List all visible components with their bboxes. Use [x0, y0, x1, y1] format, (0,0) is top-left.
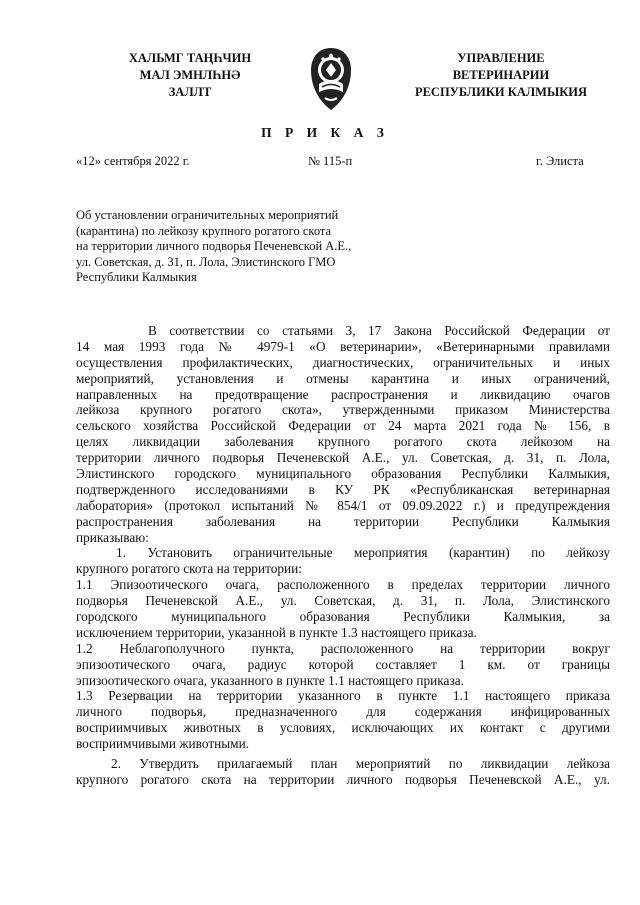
preamble-line: осуществления профилактических, диагностических, ограничительных и иных — [76, 354, 610, 370]
preamble-line: распространения заболевания на территории Республики Калмыкия — [76, 513, 610, 529]
item-1-3-line: 1.3 Резервации на территории указанного в пункте 1.1 настоящего приказа — [76, 688, 610, 704]
order-subject — [76, 208, 416, 286]
preamble-line: приказываю: — [76, 529, 149, 545]
preamble-line: территории личного подворья Печеневской А.Е., ул. Советская, д. 31, п. Лола, — [76, 450, 610, 466]
order-number: № 115-п — [308, 154, 353, 168]
item-1-1-line: 1.1 Эпизоотического очага, расположенного в пределах территории личного — [76, 577, 610, 593]
header-right-line: УПРАВЛЕНИЕ — [457, 51, 545, 65]
preamble-line: лейкоза крупного рогатого скота», утвержденными приказом Министерства — [76, 402, 610, 418]
item-2-line: крупного рогатого скота на территории личного подворья Печеневской А.Е., ул. — [76, 771, 610, 787]
subject-line: ул. Советская, д. 31, п. Лола, Элистинского ГМО — [76, 254, 336, 269]
preamble-line: подтвержденного исследованиями в КУ РК «Республиканская ветеринарная — [76, 481, 610, 497]
item-1-1-line: исключением территории, указанной в пункте 1.3 настоящего приказа. — [76, 624, 477, 640]
preamble-line: В соответствии со статьями 3, 17 Закона Российской Федерации от — [148, 323, 610, 338]
item-2-line: 2. Утвердить прилагаемый план мероприятий по ликвидации лейкоза — [111, 756, 610, 772]
coat-of-arms-icon — [306, 46, 356, 112]
preamble-line: мероприятий, установления и отмены карантина и иных ограничений, — [76, 370, 610, 386]
header-left-block — [95, 50, 285, 101]
preamble-line: лаборатория» (протокол испытаний № 854/1 от 09.09.2022 г.) и предупреждения — [76, 497, 610, 513]
preamble-line: целях ликвидации заболевания крупного рогатого скота лейкозом на — [76, 434, 610, 450]
subject-line: на территории личного подворья Печеневской А.Е., — [76, 239, 352, 253]
item-1-line: 1. Установить ограничительные мероприятия (карантин) по лейкозу — [116, 545, 610, 561]
item-1-3-line: личного подворья, предназначенного для содержания инфицированных — [76, 704, 610, 720]
subject-line: (карантина) по лейкозу крупного рогатого скота — [76, 223, 332, 238]
item-1-3-line: восприимчивых животных в условиях, исключающих их контакт с другими — [76, 720, 610, 736]
item-1-2-line: эпизоотического очага, указанного в пункте 1.1 настоящего приказа. — [76, 672, 464, 688]
subject-line: Об установлении ограничительных мероприятий — [76, 208, 339, 222]
order-date: «12» сентября 2022 г. — [76, 154, 190, 168]
preamble-line: Элистинского городского муниципального образования Республики Калмыкия, — [76, 466, 610, 482]
subject-line: Республики Калмыкия — [76, 270, 197, 284]
header-left-line: ЗАЛЛТ — [168, 85, 212, 99]
header-right-block — [386, 50, 616, 101]
preamble-line: направленных на предотвращение распространения и ликвидацию очагов — [76, 386, 610, 402]
order-city: г. Элиста — [536, 154, 584, 168]
item-1-1-line: подворья Печеневской А.Е., ул. Советская, д. 31, п. Лола, Элистинского — [76, 593, 610, 609]
header-left-line: МАЛ ЭМНЛҺНӘ — [139, 68, 241, 82]
order-body — [76, 323, 610, 788]
preamble-line: 14 мая 1993 года № 4979-1 «О ветеринарии», «Ветеринарными правилами — [76, 338, 610, 354]
header-right-line: ВЕТЕРИНАРИИ — [452, 68, 550, 82]
item-1-line: крупного рогатого скота на территории: — [76, 561, 302, 577]
item-1-2-line: эпизоотического очага, радиус которой составляет 1 км. от границы — [76, 656, 610, 672]
item-1-2-line: 1.2 Неблагополучного пункта, расположенного на территории вокруг — [76, 640, 610, 656]
item-1-3-line: восприимчивыми животными. — [76, 736, 250, 752]
document-title: П Р И К А З — [261, 125, 389, 140]
header-right-line: РЕСПУБЛИКИ КАЛМЫКИЯ — [414, 85, 588, 99]
header-left-line: ХАЛЬМГ ТАҢҺЧИН — [128, 51, 252, 65]
item-1-1-line: городского муниципального образования Республики Калмыкия, за — [76, 609, 610, 625]
preamble-line: сельского хозяйства Российской Федерации от 24 марта 2021 года № 156, в — [76, 418, 610, 434]
